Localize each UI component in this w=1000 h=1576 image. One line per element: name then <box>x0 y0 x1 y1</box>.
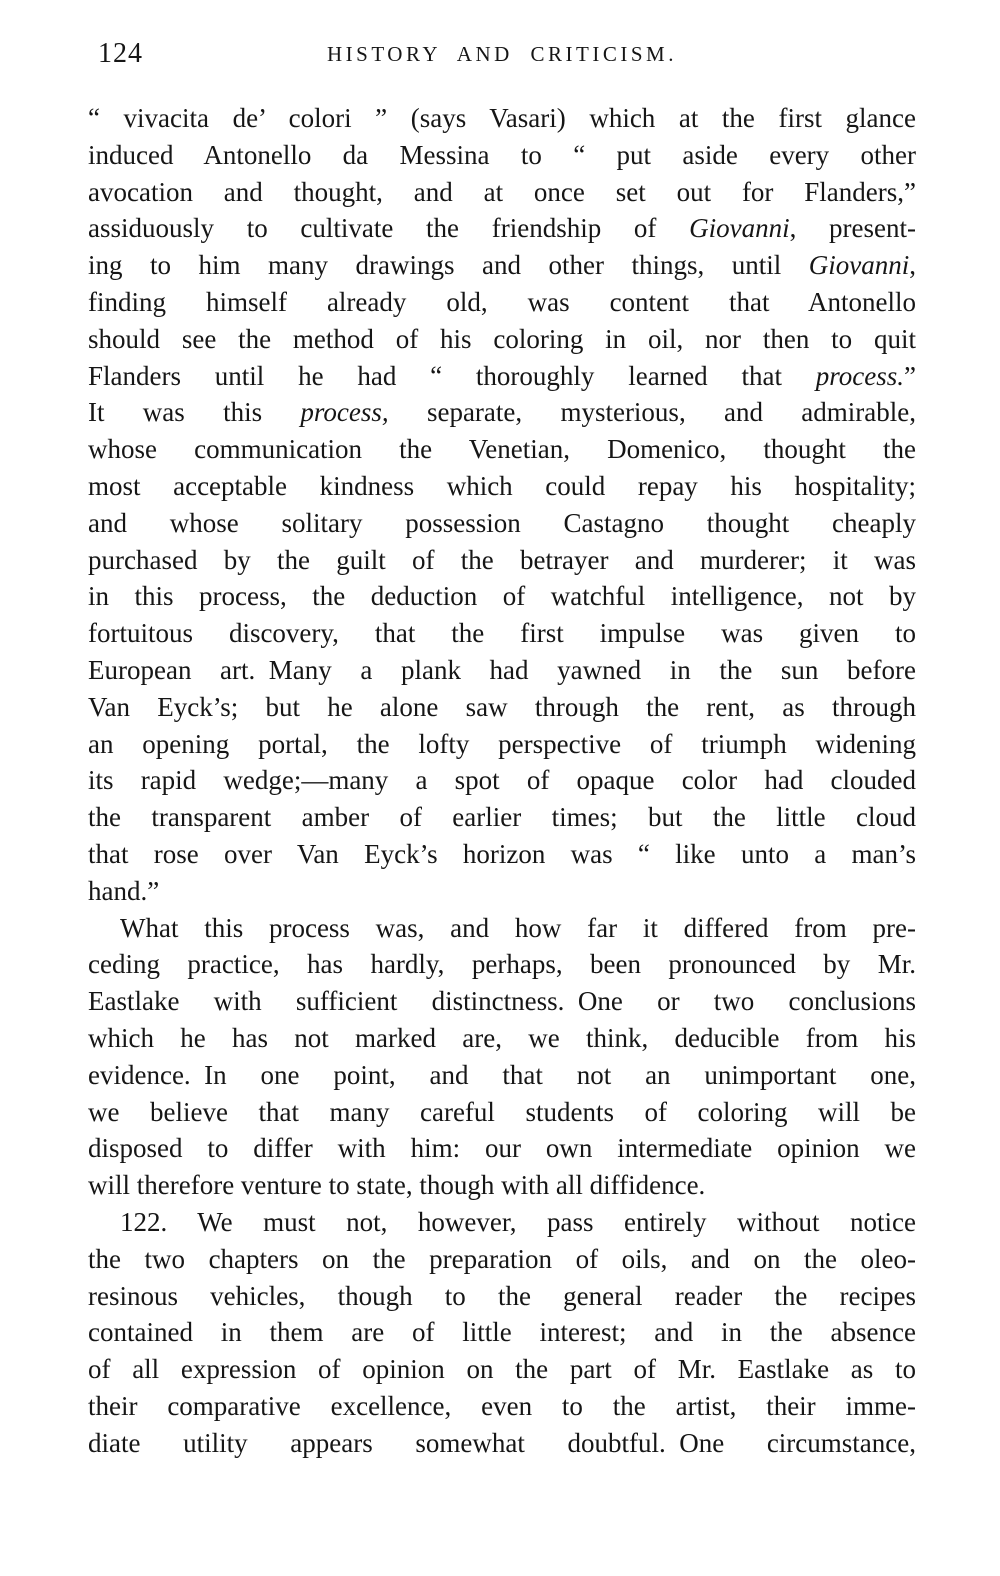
text-line <box>88 1020 916 1057</box>
text-segment: separate, mysterious, and admirable, <box>388 397 916 428</box>
text-segment: resinous vehicles, though to the general reader the recipes <box>88 1280 916 1311</box>
text-segment: and whose solitary possession Castagno thought cheaply <box>88 507 916 538</box>
text-segment: whose communication the Venetian, Domenico, thought the <box>88 434 916 465</box>
text-line <box>88 983 916 1020</box>
text-line <box>88 873 916 910</box>
text-segment: that rose over Van Eyck’s horizon was “ like unto a man’s <box>88 838 916 869</box>
text-segment: ” <box>904 360 916 391</box>
text-segment: ceding practice, has hardly, perhaps, been pronounced by Mr. <box>88 949 916 980</box>
text-line <box>88 210 916 247</box>
text-line <box>88 1204 916 1241</box>
text-segment: Eastlake with sufficient distinctness. One or two conclusions <box>88 986 916 1017</box>
italic-text: process. <box>815 360 905 391</box>
text-segment: of all expression of opinion on the part of Mr. Eastlake as to <box>88 1354 916 1385</box>
text-line <box>88 578 916 615</box>
text-line <box>88 1057 916 1094</box>
text-line <box>88 468 916 505</box>
text-line <box>88 910 916 947</box>
text-segment: avocation and thought, and at once set out for Flanders,” <box>88 176 916 207</box>
text-segment: Flanders until he had “ thoroughly learned that <box>88 360 816 391</box>
text-segment: Van Eyck’s; but he alone saw through the rent, as through <box>88 691 916 722</box>
text-line <box>88 1241 916 1278</box>
paragraph <box>88 1204 916 1462</box>
text-segment: , present- <box>789 213 916 244</box>
paragraph <box>88 100 916 910</box>
text-line <box>88 174 916 211</box>
text-line <box>88 394 916 431</box>
text-line <box>88 137 916 174</box>
italic-text: process, <box>300 397 389 428</box>
text-line <box>88 1388 916 1425</box>
text-segment: evidence. In one point, and that not an unimportant one, <box>88 1059 916 1090</box>
text-line <box>88 652 916 689</box>
text-segment: their comparative excellence, even to the artist, their imme- <box>88 1390 916 1421</box>
text-line <box>88 1167 916 1204</box>
text-line <box>88 247 916 284</box>
text-line <box>88 542 916 579</box>
text-segment: its rapid wedge;—many a spot of opaque color had clouded <box>88 765 916 796</box>
text-line <box>88 284 916 321</box>
text-segment: in this process, the deduction of watchful intelligence, not by <box>88 581 916 612</box>
text-line <box>88 836 916 873</box>
text-line <box>88 1278 916 1315</box>
paragraph <box>88 910 916 1204</box>
text-segment: the two chapters on the preparation of oils, and on the oleo- <box>88 1243 916 1274</box>
page-number: 124 <box>98 38 143 69</box>
text-segment: most acceptable kindness which could repay his hospitality; <box>88 470 916 501</box>
text-line <box>88 946 916 983</box>
text-segment: disposed to differ with him: our own intermediate opinion we <box>88 1133 916 1164</box>
text-line <box>88 321 916 358</box>
text-line <box>88 1130 916 1167</box>
text-segment: hand.” <box>88 875 160 906</box>
text-segment: an opening portal, the lofty perspective of triumph widening <box>88 728 916 759</box>
text-segment: assiduously to cultivate the friendship of <box>88 213 690 244</box>
italic-text: Giovanni <box>808 250 910 281</box>
text-line <box>88 1314 916 1351</box>
text-line <box>88 762 916 799</box>
running-header: HISTORY AND CRITICISM. <box>327 42 677 66</box>
text-segment: should see the method of his coloring in oil, nor then to quit <box>88 323 916 354</box>
text-segment: the transparent amber of earlier times; but the little cloud <box>88 802 916 833</box>
text-line <box>88 1094 916 1131</box>
text-segment: will therefore venture to state, though with all diffidence. <box>88 1170 706 1201</box>
text-segment: What this process was, and how far it differed from pre- <box>120 912 916 943</box>
text-line <box>88 615 916 652</box>
text-segment: It was this <box>88 397 301 428</box>
text-segment: European art. Many a plank had yawned in the sun before <box>88 654 916 685</box>
text-line <box>88 100 916 137</box>
text-segment: contained in them are of little interest; and in the absence <box>88 1317 916 1348</box>
text-line <box>88 505 916 542</box>
text-segment: induced Antonello da Messina to “ put aside every other <box>88 139 916 170</box>
text-segment: 122. We must not, however, pass entirely without notice <box>120 1206 916 1237</box>
text-line <box>88 726 916 763</box>
text-segment: purchased by the guilt of the betrayer and murderer; it was <box>88 544 916 575</box>
text-segment: , <box>909 250 916 281</box>
text-line <box>88 358 916 395</box>
text-line <box>88 1425 916 1462</box>
body-text <box>88 100 916 1461</box>
italic-text: Giovanni <box>689 213 790 244</box>
text-segment: “ vivacita de’ colori ” (says Vasari) which at the first glance <box>88 103 916 133</box>
text-line <box>88 689 916 726</box>
text-line <box>88 1351 916 1388</box>
text-segment: fortuitous discovery, that the first impulse was given to <box>88 618 916 649</box>
text-line <box>88 431 916 468</box>
text-segment: which he has not marked are, we think, deducible from his <box>88 1022 916 1053</box>
text-segment: we believe that many careful students of coloring will be <box>88 1096 916 1127</box>
text-segment: ing to him many drawings and other things, until <box>88 250 809 281</box>
text-segment: diate utility appears somewhat doubtful. One circumstance, <box>88 1427 916 1458</box>
page-header <box>88 38 916 72</box>
text-segment: finding himself already old, was content that Antonello <box>88 286 916 317</box>
text-line <box>88 799 916 836</box>
